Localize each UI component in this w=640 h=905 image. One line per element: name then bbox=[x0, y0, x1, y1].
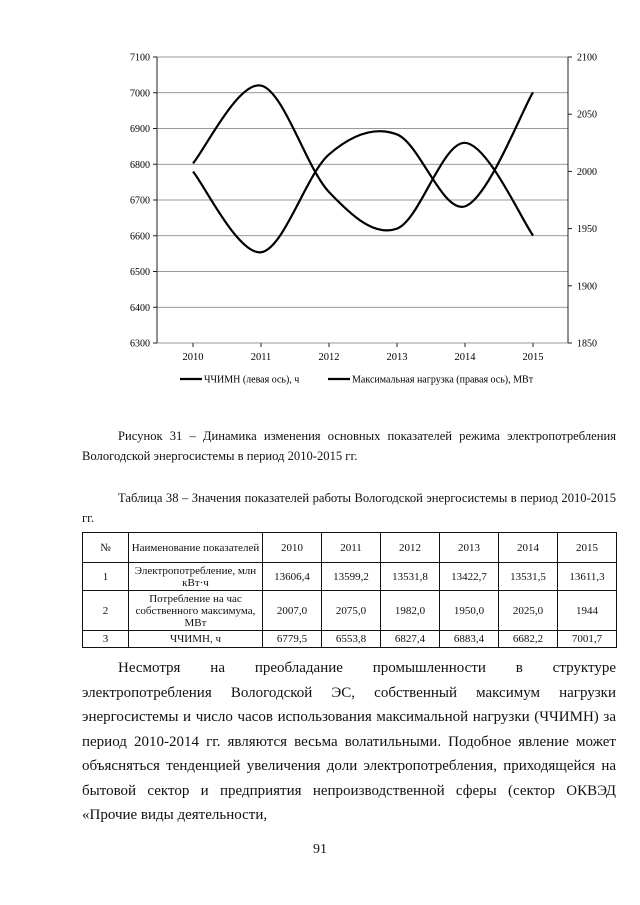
table-cell: Электропотребление, млн кВт·ч bbox=[129, 563, 263, 591]
table-row bbox=[83, 591, 617, 631]
right-tick-label: 2100 bbox=[577, 52, 597, 64]
left-tick-label: 6400 bbox=[130, 302, 150, 314]
table-cell: 1944 bbox=[558, 591, 617, 631]
legend-label-chchimn: ЧЧИМН (левая ось), ч bbox=[204, 374, 300, 386]
figure-caption: Рисунок 31 – Динамика изменения основных показателей режима электропотребления Вологодской энергосистемы в период 2010-2015 гг. bbox=[82, 429, 616, 463]
indicators-table bbox=[82, 532, 617, 648]
left-tick-label: 7000 bbox=[130, 88, 150, 100]
x-tick-label: 2011 bbox=[250, 352, 272, 363]
table-cell: 2025,0 bbox=[499, 591, 558, 631]
series-line-max-load bbox=[193, 85, 533, 235]
series-line-chchimn bbox=[193, 92, 533, 252]
chart-legend bbox=[180, 375, 534, 386]
right-tick-label: 1900 bbox=[577, 281, 597, 293]
table-cell: 13599,2 bbox=[322, 563, 381, 591]
right-tick-label: 2000 bbox=[577, 166, 597, 178]
table-cell: 6827,4 bbox=[381, 631, 440, 648]
table-cell: 13531,8 bbox=[381, 563, 440, 591]
x-tick-label: 2012 bbox=[318, 352, 340, 363]
header-number: № bbox=[83, 533, 129, 563]
x-tick-label: 2015 bbox=[522, 352, 544, 363]
table-row bbox=[83, 563, 617, 591]
header-year: 2014 bbox=[499, 533, 558, 563]
table-cell: 6553,8 bbox=[322, 631, 381, 648]
body-paragraph: Несмотря на преобладание промышленности в структуре электропотребления Вологодской ЭС, собственный максимум нагрузки энергосистемы и число часов использования максимальной нагрузки (ЧЧИМН) за период 2010-2014 гг. являются весьма волатильными. Подобное явление может объясняться тенденцией увеличения доли электропотребления, приходящейся на бытовой сектор и предприятия непроизводственной сферы (сектор ОКВЭД «Прочие виды деятельности, bbox=[82, 660, 616, 823]
header-year: 2013 bbox=[440, 533, 499, 563]
table-cell: 13531,5 bbox=[499, 563, 558, 591]
header-year: 2015 bbox=[558, 533, 617, 563]
dual-axis-line-chart bbox=[0, 0, 640, 400]
x-tick-label: 2014 bbox=[454, 352, 476, 363]
table-cell: 7001,7 bbox=[558, 631, 617, 648]
left-tick-label: 7100 bbox=[130, 52, 150, 64]
x-tick-label: 2010 bbox=[182, 352, 204, 363]
left-tick-label: 6500 bbox=[130, 267, 150, 278]
table-cell: 13611,3 bbox=[558, 563, 617, 591]
table-row bbox=[83, 631, 617, 648]
table-caption: Таблица 38 – Значения показателей работы Вологодской энергосистемы в период 2010-2015 гг. bbox=[82, 491, 616, 525]
header-year: 2011 bbox=[322, 533, 381, 563]
right-tick-label: 2050 bbox=[577, 109, 597, 121]
left-axis-ticks bbox=[130, 53, 157, 350]
x-axis-ticks bbox=[183, 343, 544, 363]
chart-series bbox=[193, 85, 533, 252]
table-cell: 2 bbox=[83, 591, 129, 631]
left-tick-label: 6900 bbox=[130, 124, 150, 135]
page-number: 91 bbox=[313, 842, 327, 857]
table-cell: 13422,7 bbox=[440, 563, 499, 591]
left-tick-label: 6800 bbox=[130, 159, 150, 171]
table-cell: 1 bbox=[83, 563, 129, 591]
right-tick-label: 1950 bbox=[577, 224, 597, 236]
table-cell: 6682,2 bbox=[499, 631, 558, 648]
legend-label-max-load: Максимальная нагрузка (правая ось), МВт bbox=[352, 374, 534, 386]
table-cell: 3 bbox=[83, 631, 129, 648]
table-cell: ЧЧИМН, ч bbox=[129, 631, 263, 648]
left-tick-label: 6300 bbox=[130, 338, 150, 350]
table-cell: 13606,4 bbox=[263, 563, 322, 591]
header-year: 2012 bbox=[381, 533, 440, 563]
right-axis-ticks bbox=[568, 53, 597, 350]
table-cell: 6883,4 bbox=[440, 631, 499, 648]
table-cell: 1982,0 bbox=[381, 591, 440, 631]
left-tick-label: 6600 bbox=[130, 231, 150, 243]
header-year: 2010 bbox=[263, 533, 322, 563]
right-tick-label: 1850 bbox=[577, 338, 597, 350]
table-cell: 6779,5 bbox=[263, 631, 322, 648]
table-cell: 2007,0 bbox=[263, 591, 322, 631]
table-header-row bbox=[83, 533, 617, 563]
x-tick-label: 2013 bbox=[386, 352, 408, 363]
chart-gridlines bbox=[157, 57, 568, 343]
header-indicator-name: Наименование показателей bbox=[129, 533, 263, 563]
table-cell: 2075,0 bbox=[322, 591, 381, 631]
left-tick-label: 6700 bbox=[130, 195, 150, 207]
table-cell: 1950,0 bbox=[440, 591, 499, 631]
table-cell: Потребление на час собственного максимума, МВт bbox=[129, 591, 263, 631]
